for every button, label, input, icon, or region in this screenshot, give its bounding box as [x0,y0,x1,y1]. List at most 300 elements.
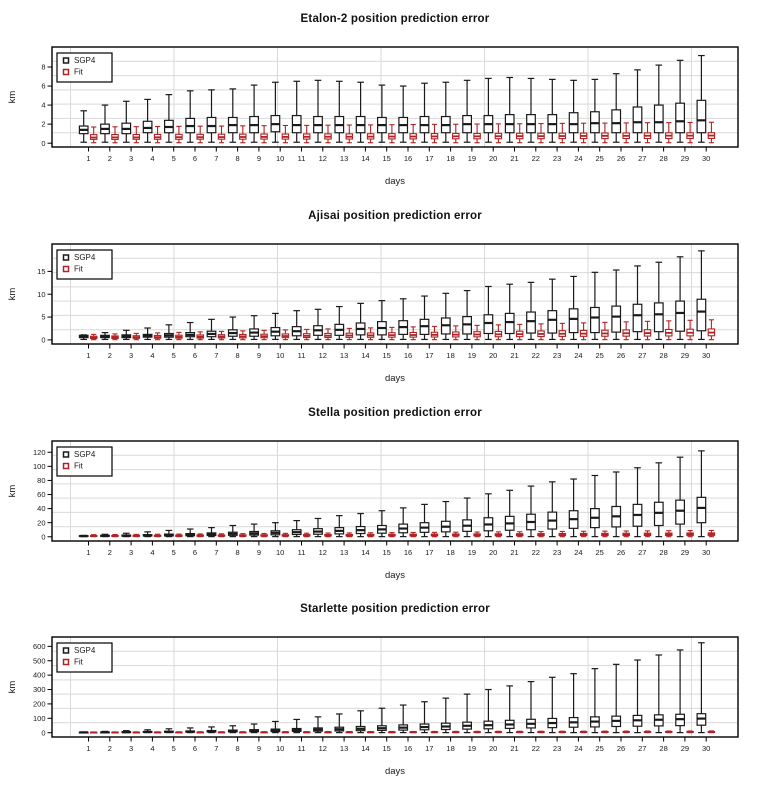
x-tick-label: 23 [552,350,562,360]
x-tick-label: 16 [403,154,413,163]
sgp4-box-day-17 [420,702,429,733]
y-tick-label: 0 [41,728,46,738]
x-axis [86,344,710,360]
sgp4-box-day-12 [314,309,323,339]
x-axis-label: days [384,372,406,384]
sgp4-box-day-6 [186,91,195,142]
x-tick-label: 24 [574,744,583,754]
x-tick-label: 25 [595,744,604,754]
legend [57,250,112,279]
x-tick-label: 17 [425,154,434,163]
sgp4-box-day-8 [229,317,238,339]
sgp4-box-day-19 [463,694,472,732]
sgp4-box-day-23 [548,279,557,339]
fit-box-day-3 [133,534,139,536]
sgp4-box-day-11 [292,81,301,142]
fit-box-day-23 [559,731,565,732]
x-tick-label: 21 [510,744,519,754]
x-tick-label: 30 [702,350,711,360]
fit-box-day-4 [154,732,160,733]
fit-box-day-4 [154,534,160,536]
x-tick-label: 11 [297,547,306,557]
sgp4-box-day-18 [442,501,451,536]
fit-box-day-8 [240,126,246,143]
sgp4-box-day-11 [292,520,301,536]
sgp4-box-day-14 [356,513,365,536]
fit-box-day-18 [453,124,459,142]
sgp4-box-day-21 [505,490,514,536]
fit-box-day-19 [474,732,480,733]
x-tick-label: 15 [382,350,391,360]
fit-box-day-24 [580,731,586,732]
fit-box-day-6 [197,533,203,536]
sgp4-box-day-21 [505,284,514,339]
fit-box-day-10 [282,330,288,340]
sgp4-box-day-16 [399,705,408,733]
sgp4-box-day-18 [442,698,451,732]
fit-box-day-12 [325,533,331,537]
x-tick-label: 12 [318,350,327,360]
x-tick-label: 22 [531,547,540,557]
x-tick-label: 9 [256,547,261,557]
sgp4-box-day-7 [207,90,216,142]
x-tick-label: 4 [150,350,155,360]
x-tick-label: 22 [531,154,540,163]
x-tick-label: 20 [489,154,498,163]
fit-box-day-25 [602,731,608,733]
x-tick-label: 1 [86,547,91,557]
y-tick-label: 400 [32,670,46,680]
fit-box-day-3 [133,127,139,143]
x-tick-label: 11 [297,154,306,163]
x-tick-label: 10 [276,744,285,754]
x-tick-label: 2 [107,154,112,163]
fit-box-day-12 [325,732,331,733]
sgp4-box-day-22 [527,682,536,733]
series-sgp4 [79,450,705,536]
fit-box-day-19 [474,124,480,143]
legend [57,447,112,476]
sgp4-box-day-17 [420,83,429,142]
fit-box-day-20 [495,325,501,340]
chart-panel-starlette [0,590,763,787]
x-tick-label: 23 [552,547,562,557]
sgp4-box-day-29 [676,60,685,142]
fit-box-day-11 [304,125,310,142]
x-tick-label: 11 [297,350,306,360]
fit-box-day-27 [644,731,650,733]
x-tick-label: 24 [574,154,583,163]
fit-box-day-11 [304,533,310,537]
sgp4-box-day-6 [186,728,195,733]
x-tick-label: 5 [171,154,176,163]
fit-box-day-16 [410,532,416,536]
x-tick-label: 29 [680,547,690,557]
fit-box-day-29 [687,122,693,142]
legend-swatch-sgp4 [64,255,69,260]
x-tick-label: 14 [361,154,370,163]
fit-box-day-25 [602,123,608,143]
y-tick-label: 40 [37,503,46,513]
x-tick-label: 9 [256,744,261,754]
x-tick-label: 22 [531,744,540,754]
x-tick-label: 26 [616,350,626,360]
y-tick-label: 5 [41,312,46,322]
x-tick-label: 21 [510,350,519,360]
sgp4-box-day-30 [697,643,706,733]
y-tick-label: 20 [37,517,46,527]
fit-box-day-8 [240,732,246,733]
x-tick-label: 16 [403,350,413,360]
x-tick-label: 18 [446,154,455,163]
x-tick-label: 7 [214,744,219,754]
x-tick-label: 2 [107,547,112,557]
sgp4-box-day-15 [378,708,387,732]
x-tick-label: 10 [276,154,285,163]
fit-box-day-22 [538,731,544,732]
x-tick-label: 28 [659,744,668,754]
fit-box-day-16 [410,732,416,733]
fit-box-day-6 [197,732,203,733]
x-tick-label: 19 [467,154,477,163]
chart-title: Starlette position prediction error [300,603,490,616]
sgp4-box-day-20 [484,78,493,142]
x-tick-label: 27 [638,744,647,754]
x-tick-label: 15 [382,744,391,754]
sgp4-box-day-18 [442,293,451,339]
sgp4-box-day-22 [527,78,536,142]
x-tick-label: 6 [192,744,198,754]
x-tick-label: 18 [446,547,455,557]
x-tick-label: 9 [256,350,261,360]
fit-box-day-2 [112,534,118,536]
x-axis [86,737,710,753]
sgp4-box-day-22 [527,282,536,339]
x-tick-label: 21 [510,154,519,163]
fit-box-day-13 [346,732,352,733]
x-tick-label: 25 [595,350,604,360]
sgp4-box-day-26 [612,74,621,143]
x-tick-label: 10 [276,350,285,360]
y-axis [33,447,52,541]
boxplot-stella [0,394,763,591]
sgp4-box-day-17 [420,296,429,339]
x-tick-label: 19 [467,547,477,557]
sgp4-box-day-13 [335,515,344,536]
fit-box-day-13 [346,125,352,143]
fit-box-day-24 [580,323,586,340]
x-tick-label: 13 [339,350,349,360]
legend-label-fit: Fit [74,657,83,667]
fit-box-day-3 [133,333,139,339]
fit-box-day-12 [325,125,331,143]
sgp4-box-day-15 [378,85,387,142]
sgp4-box-day-2 [101,534,110,536]
legend-label-sgp4: SGP4 [74,252,96,262]
x-tick-label: 14 [361,350,370,360]
sgp4-box-day-29 [676,650,685,733]
fit-box-day-26 [623,123,629,143]
sgp4-box-day-25 [591,79,600,142]
fit-box-day-26 [623,322,629,340]
fit-box-day-30 [708,530,714,536]
fit-box-day-5 [176,332,182,339]
sgp4-box-day-26 [612,665,621,733]
legend [57,53,112,82]
fit-box-day-19 [474,325,480,339]
sgp4-box-day-3 [122,101,131,142]
x-tick-label: 19 [467,744,477,754]
sgp4-box-day-23 [548,481,557,536]
sgp4-box-day-4 [143,531,152,536]
x-tick-label: 30 [702,744,711,754]
x-axis-label: days [384,766,406,778]
sgp4-box-day-13 [335,81,344,142]
fit-box-day-26 [623,731,629,733]
x-axis [86,147,710,163]
sgp4-box-day-3 [122,330,131,339]
fit-box-day-7 [218,126,224,143]
fit-box-day-10 [282,125,288,142]
fit-box-day-17 [431,732,437,733]
x-tick-label: 23 [552,744,562,754]
x-tick-label: 1 [86,744,91,754]
x-tick-label: 27 [638,547,647,557]
sgp4-box-day-6 [186,322,195,339]
sgp4-box-day-2 [101,332,110,339]
fit-box-day-4 [154,333,160,340]
boxplot-starlette [0,590,763,787]
x-tick-label: 14 [361,547,370,557]
x-tick-label: 10 [276,547,285,557]
x-tick-label: 28 [659,154,668,163]
x-tick-label: 1 [86,154,91,163]
sgp4-box-day-5 [165,729,174,733]
y-tick-label: 2 [41,119,46,129]
fit-box-day-9 [261,533,267,536]
fit-box-day-18 [453,732,459,733]
fit-box-day-23 [559,323,565,339]
x-tick-label: 27 [638,350,647,360]
fit-box-day-17 [431,326,437,339]
y-tick-label: 100 [32,461,46,471]
x-tick-label: 12 [318,744,327,754]
sgp4-box-day-13 [335,714,344,733]
x-tick-label: 13 [339,547,349,557]
sgp4-box-day-12 [314,717,323,733]
sgp4-box-day-18 [442,82,451,142]
y-tick-label: 15 [37,266,46,276]
y-axis [41,63,52,148]
x-tick-label: 13 [339,154,349,163]
x-tick-label: 29 [680,350,690,360]
fit-box-day-18 [453,326,459,340]
legend-swatch-sgp4 [64,58,69,63]
chart-title: Etalon-2 position prediction error [300,13,490,25]
x-tick-label: 8 [235,547,240,557]
sgp4-box-day-27 [633,467,642,536]
sgp4-box-day-21 [505,686,514,733]
y-axis [33,642,52,737]
sgp4-box-day-14 [356,82,365,142]
sgp4-box-day-15 [378,300,387,339]
fit-box-day-2 [112,732,118,733]
fit-box-day-11 [304,329,310,339]
x-tick-label: 17 [425,547,434,557]
y-tick-label: 200 [32,699,46,709]
sgp4-box-day-22 [527,486,536,537]
sgp4-box-day-30 [697,450,706,536]
legend-swatch-sgp4 [64,648,69,653]
x-tick-label: 2 [107,350,112,360]
fit-box-day-9 [261,126,267,143]
sgp4-box-day-9 [250,524,259,537]
fit-box-day-20 [495,531,501,536]
sgp4-box-day-27 [633,70,642,142]
sgp4-box-day-25 [591,272,600,339]
fit-box-day-29 [687,320,693,339]
fit-box-day-26 [623,531,629,537]
sgp4-box-day-16 [399,86,408,142]
boxplot-ajisai [0,197,763,394]
y-tick-label: 10 [37,289,46,299]
fit-box-day-27 [644,530,650,536]
sgp4-box-day-4 [143,730,152,733]
x-tick-label: 1 [86,350,91,360]
fit-box-day-8 [240,331,246,340]
x-tick-label: 15 [382,154,391,163]
y-tick-label: 80 [37,475,46,485]
x-tick-label: 20 [489,350,498,360]
sgp4-box-day-20 [484,690,493,733]
sgp4-box-day-28 [655,462,664,536]
x-tick-label: 17 [425,744,434,754]
fit-box-day-22 [538,124,544,143]
fit-box-day-23 [559,123,565,142]
x-tick-label: 24 [574,350,583,360]
x-tick-label: 27 [638,154,647,163]
x-tick-label: 26 [616,154,626,163]
legend-label-sgp4: SGP4 [74,56,96,65]
fit-box-day-23 [559,531,565,536]
x-tick-label: 28 [659,547,668,557]
sgp4-box-day-4 [143,99,152,142]
sgp4-box-day-2 [101,105,110,142]
fit-box-day-7 [218,331,224,339]
x-tick-label: 3 [129,547,134,557]
x-axis-label: days [384,176,406,187]
y-tick-label: 6 [41,81,46,91]
x-tick-label: 25 [595,154,604,163]
fit-box-day-16 [410,125,416,143]
sgp4-box-day-7 [207,727,216,733]
chart-panel-ajisai [0,197,763,394]
boxplot-etalon2 [0,0,763,197]
x-tick-label: 13 [339,744,349,754]
series-sgp4 [79,643,705,733]
fit-box-day-4 [154,127,160,143]
sgp4-box-day-8 [229,726,238,733]
y-tick-label: 500 [32,656,46,666]
x-tick-label: 17 [425,350,434,360]
x-tick-label: 3 [129,154,134,163]
x-tick-label: 20 [489,547,498,557]
sgp4-box-day-20 [484,286,493,339]
sgp4-box-day-21 [505,77,514,142]
chart-title: Stella position prediction error [308,406,482,419]
sgp4-box-day-20 [484,493,493,536]
x-tick-label: 26 [616,547,626,557]
fit-box-day-25 [602,322,608,339]
x-tick-label: 29 [680,154,690,163]
fit-box-day-24 [580,531,586,536]
x-tick-label: 25 [595,547,604,557]
fit-box-day-28 [666,731,672,733]
legend [57,643,112,672]
x-tick-label: 4 [150,744,155,754]
x-tick-label: 21 [510,547,519,557]
fit-box-day-5 [176,534,182,537]
sgp4-box-day-12 [314,518,323,536]
fit-box-day-21 [517,531,523,536]
fit-box-day-9 [261,330,267,339]
fit-box-day-30 [708,122,714,142]
sgp4-box-day-1 [79,111,88,142]
fit-box-day-29 [687,530,693,536]
sgp4-box-day-7 [207,527,216,536]
x-tick-label: 29 [680,744,690,754]
x-axis-label: days [384,569,406,581]
y-tick-label: 300 [32,685,46,695]
fit-box-day-22 [538,324,544,340]
sgp4-box-day-29 [676,257,685,340]
fit-box-day-27 [644,321,650,339]
fit-box-day-15 [389,532,395,536]
x-tick-label: 8 [235,154,240,163]
fit-box-day-8 [240,533,246,536]
fit-box-day-16 [410,327,416,340]
fit-box-day-5 [176,126,182,142]
sgp4-box-day-24 [569,674,578,733]
x-tick-label: 18 [446,744,455,754]
fit-box-day-30 [708,731,714,733]
x-axis [86,541,710,557]
x-tick-label: 2 [107,744,112,754]
fit-box-day-9 [261,732,267,733]
x-tick-label: 15 [382,547,391,557]
sgp4-box-day-9 [250,315,259,339]
fit-box-day-28 [666,321,672,340]
x-tick-label: 3 [129,350,134,360]
fit-box-day-21 [517,124,523,143]
x-tick-label: 8 [235,350,240,360]
fit-box-day-29 [687,731,693,733]
fit-box-day-10 [282,732,288,733]
x-tick-label: 6 [192,547,198,557]
fit-box-day-6 [197,126,203,143]
fit-box-day-1 [91,534,97,536]
fit-box-day-1 [91,334,97,339]
fit-box-day-2 [112,127,118,143]
sgp4-box-day-14 [356,711,365,733]
fit-box-day-17 [431,532,437,536]
sgp4-box-day-30 [697,56,706,143]
x-tick-label: 16 [403,547,413,557]
sgp4-box-day-27 [633,266,642,340]
fit-box-day-14 [367,732,373,733]
y-tick-label: 0 [41,335,46,345]
series-sgp4 [79,251,705,340]
